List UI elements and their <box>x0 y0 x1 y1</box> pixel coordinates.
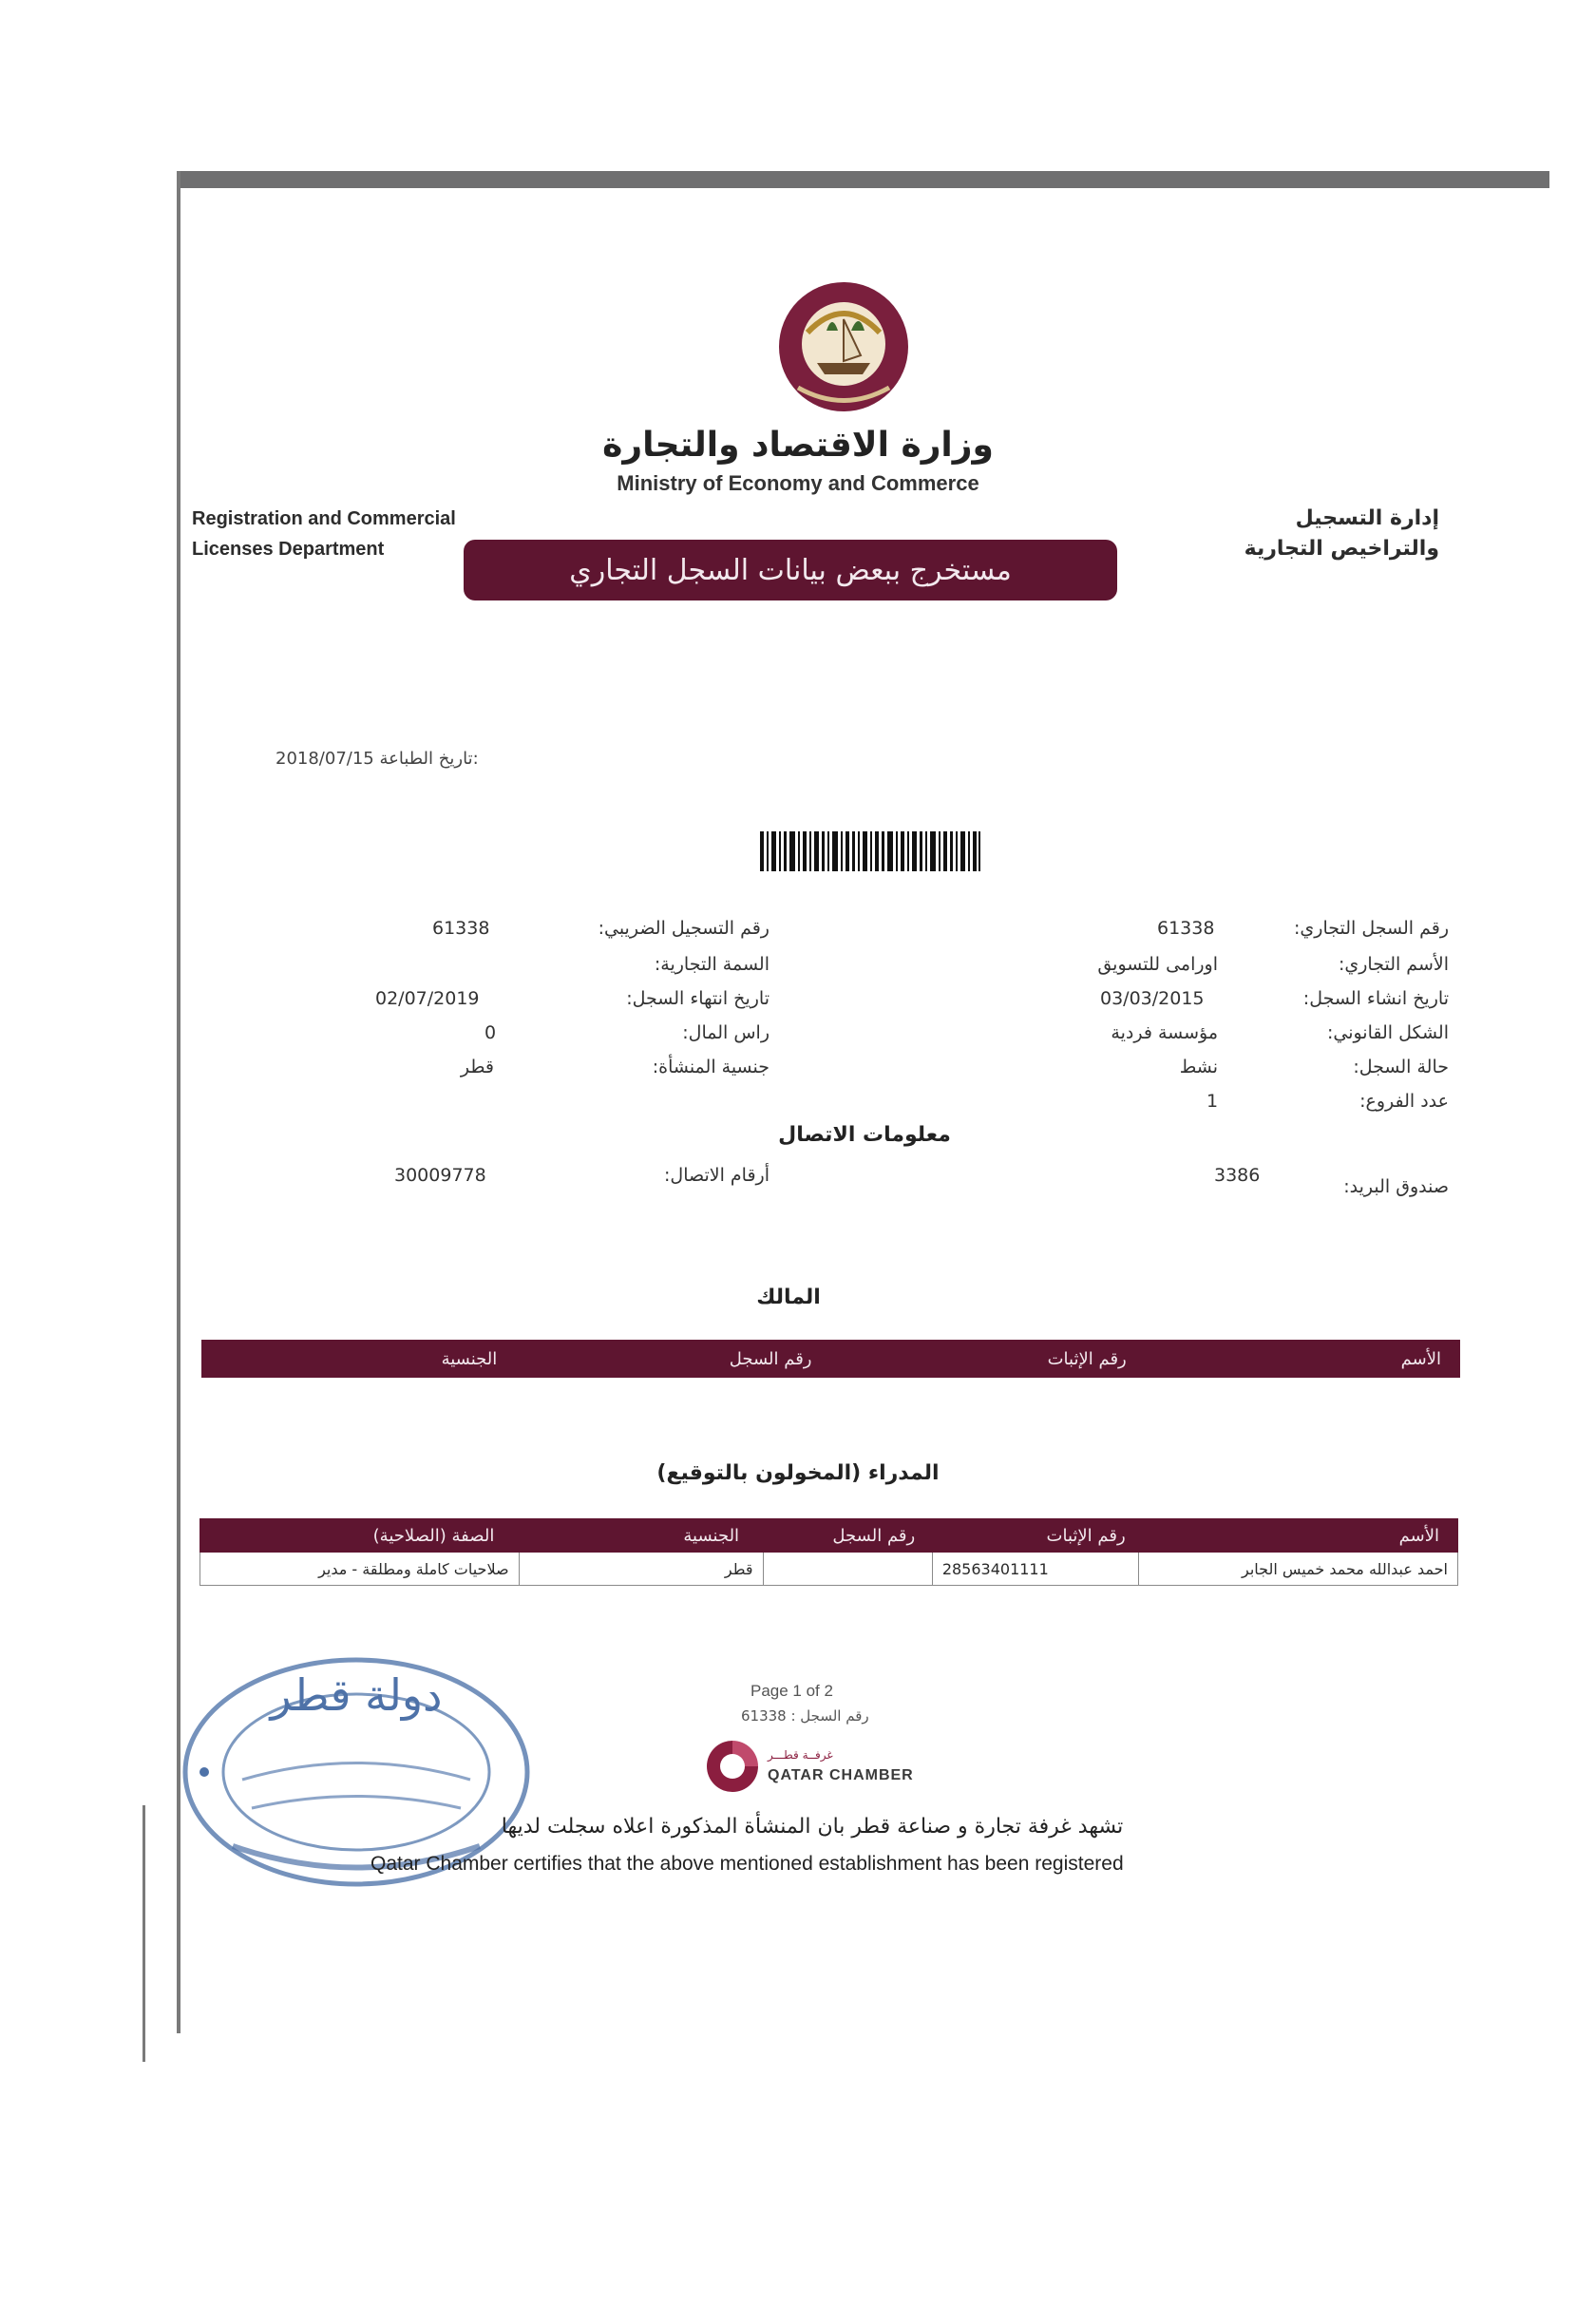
department-ar-line1: إدارة التسجيل <box>1295 506 1439 530</box>
manager-cr <box>763 1553 932 1585</box>
po-box-value: 3386 <box>1214 1165 1261 1186</box>
owner-table-header <box>201 1340 1460 1378</box>
ministry-name-en: Ministry of Economy and Commerce <box>617 471 979 495</box>
field-value-cr-number: 61338 <box>1157 918 1215 939</box>
phone-value: 30009778 <box>394 1165 486 1186</box>
managers-section-title: المدراء (المخولون بالتوقيع) <box>656 1461 940 1485</box>
field-label-trade-name: الأسم التجاري: <box>1338 954 1449 975</box>
owner-section-title: المالك <box>756 1286 821 1309</box>
print-date-label: تاريخ الطباعة: <box>379 749 479 769</box>
manager-name: احمد عبدالله محمد خميس الجابر <box>1138 1553 1457 1585</box>
table-row <box>200 1553 1458 1586</box>
field-label-trade-mark: السمة التجارية: <box>654 954 770 975</box>
department-en-line1: Registration and Commercial <box>192 508 456 529</box>
department-name-en <box>192 504 456 564</box>
field-value-expiry-date: 02/07/2019 <box>375 988 480 1009</box>
department-name-ar <box>1244 504 1439 564</box>
owner-header-id: رقم الإثبات <box>1047 1348 1127 1369</box>
print-date-value: 2018/07/15 <box>276 749 374 769</box>
field-label-cr-number: رقم السجل التجاري: <box>1294 918 1449 939</box>
managers-header-nationality: الجنسية <box>683 1525 740 1546</box>
department-en-line2: Licenses Department <box>192 539 385 560</box>
managers-header-cr: رقم السجل <box>832 1525 916 1546</box>
field-value-legal-form: مؤسسة فردية <box>1111 1022 1218 1043</box>
owner-header-nationality: الجنسية <box>441 1348 498 1369</box>
stamp-text: دولة قطر <box>270 1669 443 1721</box>
field-label-tax-number: رقم التسجيل الضريبي: <box>598 918 770 939</box>
managers-header-role: الصفة (الصلاحية) <box>372 1525 495 1546</box>
field-label-capital: راس المال: <box>682 1022 770 1043</box>
managers-header-name: الأسم <box>1398 1525 1439 1546</box>
po-box-label: صندوق البريد: <box>1343 1176 1449 1197</box>
field-value-cr-status: نشط <box>1179 1057 1218 1077</box>
owner-header-name: الأسم <box>1400 1348 1441 1369</box>
field-value-creation-date: 03/03/2015 <box>1100 988 1205 1009</box>
certification-text-ar: تشهد غرفة تجارة و صناعة قطر بان المنشأة المذكورة اعلاه سجلت لديها <box>501 1815 1124 1839</box>
department-ar-line2: والتراخيص التجارية <box>1244 537 1439 561</box>
field-value-trade-name: اورامى للتسويق <box>1097 954 1218 975</box>
ministry-name-ar: وزارة الاقتصاد والتجارة <box>602 426 994 465</box>
qatar-chamber-name-ar: غرفــة قطـــر <box>768 1748 833 1762</box>
field-value-nationality: قطر <box>460 1057 494 1077</box>
field-label-legal-form: الشكل القانوني: <box>1326 1022 1449 1043</box>
manager-nationality: قطر <box>519 1553 763 1585</box>
field-label-expiry-date: تاريخ انتهاء السجل: <box>626 988 770 1009</box>
phone-label: أرقام الاتصال: <box>663 1165 770 1186</box>
page-number: Page 1 of 2 <box>750 1682 833 1700</box>
footer-cr-number: رقم السجل : 61338 <box>741 1707 869 1725</box>
field-label-branch-count: عدد الفروع: <box>1359 1091 1449 1112</box>
barcode-icon <box>760 831 980 871</box>
field-value-branch-count: 1 <box>1206 1091 1219 1112</box>
qatar-chamber-name-en: QATAR CHAMBER <box>768 1767 914 1783</box>
field-value-tax-number: 61338 <box>432 918 490 939</box>
manager-role: صلاحيات كاملة ومطلقة - مدير <box>318 1559 509 1578</box>
field-value-capital: 0 <box>484 1022 497 1043</box>
document-left-border-lower <box>142 1805 145 2062</box>
certification-text-en: Qatar Chamber certifies that the above mentioned establishment has been registered <box>370 1853 1124 1875</box>
field-label-creation-date: تاريخ انشاء السجل: <box>1302 988 1449 1009</box>
managers-table-header <box>200 1518 1458 1553</box>
qatar-emblem-icon <box>770 276 918 418</box>
qatar-chamber-logo <box>703 1737 940 1796</box>
managers-header-id: رقم الإثبات <box>1046 1525 1126 1546</box>
owner-header-cr: رقم السجل <box>729 1348 812 1369</box>
print-date <box>276 749 479 769</box>
field-label-nationality: جنسية المنشأة: <box>652 1057 770 1077</box>
managers-table <box>200 1518 1458 1586</box>
document-top-border <box>177 171 1549 188</box>
field-label-cr-status: حالة السجل: <box>1353 1057 1449 1077</box>
document-title: مستخرج ببعض بيانات السجل التجاري <box>464 540 1117 600</box>
qatar-chamber-emblem-icon <box>703 1737 762 1796</box>
contact-section-title: معلومات الاتصال <box>778 1123 951 1147</box>
manager-id: 28563401111 <box>932 1553 1139 1585</box>
